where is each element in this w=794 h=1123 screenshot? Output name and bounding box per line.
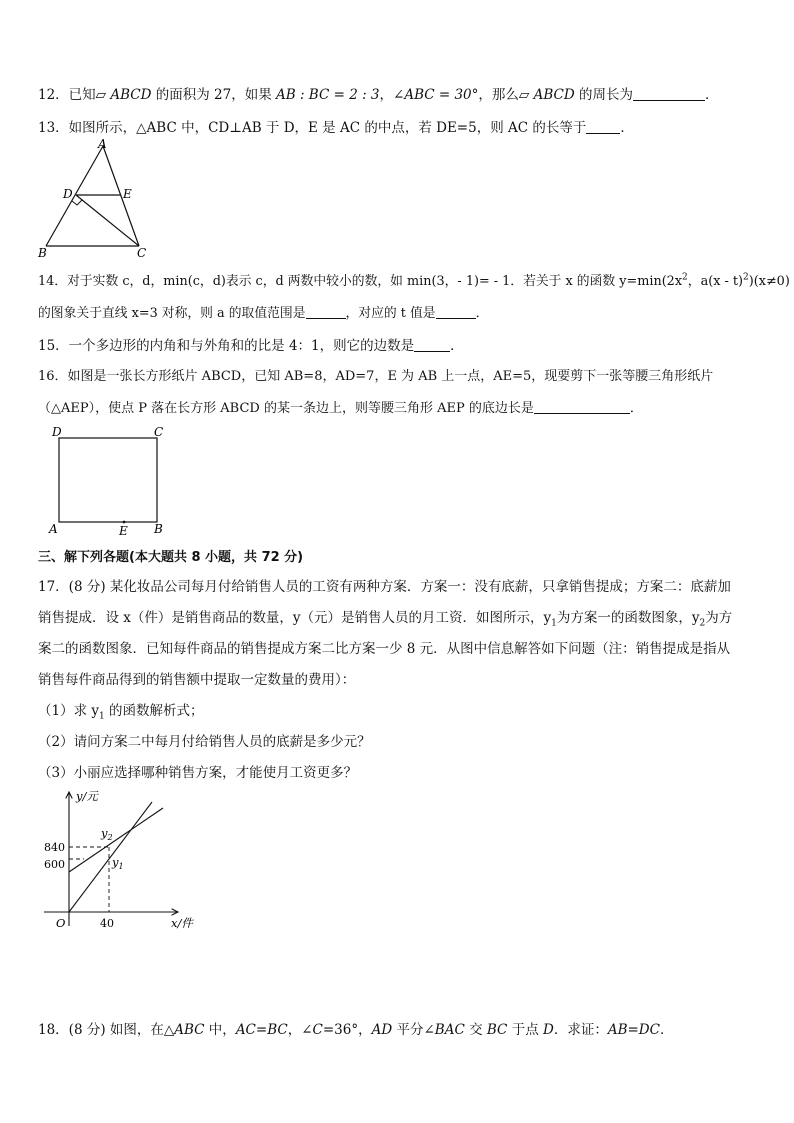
question-16-line-2: （△AEP），使点 P 落在长方形 ABCD 的某一条边上，则等腰三角形 AEP 的底边长是 ． xyxy=(38,401,643,416)
answer-blank[interactable] xyxy=(414,338,450,353)
answer-blank[interactable] xyxy=(534,400,630,414)
series-label-y1: $y_1$ xyxy=(112,855,124,871)
origin-label: O xyxy=(56,916,66,930)
vertex-label-d: D xyxy=(63,187,73,201)
question-17-part-2: （2）请问方案二中每月付给销售人员的底薪是多少元？ xyxy=(38,734,371,750)
question-18: 18．(8 分) 如图，在△ABC 中，AC=BC，∠C=36°，AD 平分∠BAC 交 BC 于点 D．求证：AB=DC． xyxy=(38,1022,674,1038)
series-label-y2: $y_2$ xyxy=(101,826,113,842)
vertex-label-d: D xyxy=(52,425,62,439)
answer-blank[interactable] xyxy=(306,305,346,319)
vertex-label-e: E xyxy=(119,524,128,538)
question-15: 15．一个多边形的内角和与外角和的比是 4：1，则它的边数是 ． xyxy=(38,338,464,354)
y-axis-label: y/元 xyxy=(76,789,98,803)
vertex-label-a: A xyxy=(98,137,107,151)
section-heading: 三、解下列各题(本大题共 8 小题，共 72 分) xyxy=(38,550,304,565)
answer-blank[interactable] xyxy=(436,305,476,319)
vertex-label-c: C xyxy=(137,246,147,260)
question-14-line-2: 的图象关于直线 x=3 对称，则 a 的取值范围是 ，对应的 t 值是 ． xyxy=(38,306,489,321)
question-17-part-3: （3）小丽应选择哪种销售方案，才能使月工资更多？ xyxy=(38,765,358,781)
question-17-line-3: 案二的函数图象．已知每件商品的销售提成方案二比方案一少 8 元．从图中信息解答如下问题（注：销售提成是指从 xyxy=(38,641,731,657)
rectangle-figure-q16 xyxy=(48,424,178,539)
vertex-label-b: B xyxy=(154,522,163,536)
question-16-line-1: 16．如图是一张长方形纸片 ABCD，已知 AB=8，AD=7，E 为 AB 上一点，AE=5，现要剪下一张等腰三角形纸片 xyxy=(38,369,714,384)
question-17-line-1: 17．(8 分) 某化妆品公司每月付给销售人员的工资有两种方案．方案一：没有底薪，只拿销售提成；方案二：底薪加 xyxy=(38,579,731,595)
vertex-label-e: E xyxy=(123,187,132,201)
function-graph-q17 xyxy=(38,786,208,936)
tick-label-600: 600 xyxy=(44,858,65,871)
question-17-line-4: 销售每件商品得到的销售额中提取一定数量的费用）： xyxy=(38,672,356,688)
question-13: 13．如图所示，△ABC 中，CD⊥AB 于 D，E 是 AC 的中点，若 DE=5，则 AC 的长等于 ． xyxy=(38,120,634,136)
question-14-line-1: 14．对于实数 c，d，min(c，d)表示 c，d 两数中较小的数，如 min(3，- 1)= - 1．若关于 x 的函数 $y=\min(2x^2$，a(x - t)$^2$)(x≠0) xyxy=(38,272,790,289)
vertex-label-c: C xyxy=(154,425,164,439)
tick-label-40: 40 xyxy=(100,917,114,930)
question-17-part-1: （1）求 $y_1$ 的函数解析式； xyxy=(38,703,204,722)
triangle-figure-q13 xyxy=(36,136,156,264)
question-12: 12．已知▱ ABCD 的面积为 27，如果 AB : BC = 2 : 3，∠ABC = 30°，那么▱ ABCD 的周长为 ． xyxy=(38,87,719,103)
question-17-line-2: 销售提成．设 x（件）是销售商品的数量，y（元）是销售人员的月工资．如图所示，$y_1$为方案一的函数图象，$y_2$为方 xyxy=(38,610,733,629)
vertex-label-b: B xyxy=(38,246,47,260)
tick-label-840: 840 xyxy=(44,841,65,854)
line-y1 xyxy=(69,802,152,912)
x-axis-label: x/件 xyxy=(171,916,193,930)
answer-blank[interactable] xyxy=(586,120,620,135)
vertex-label-a: A xyxy=(49,522,58,536)
answer-blank[interactable] xyxy=(633,87,705,102)
